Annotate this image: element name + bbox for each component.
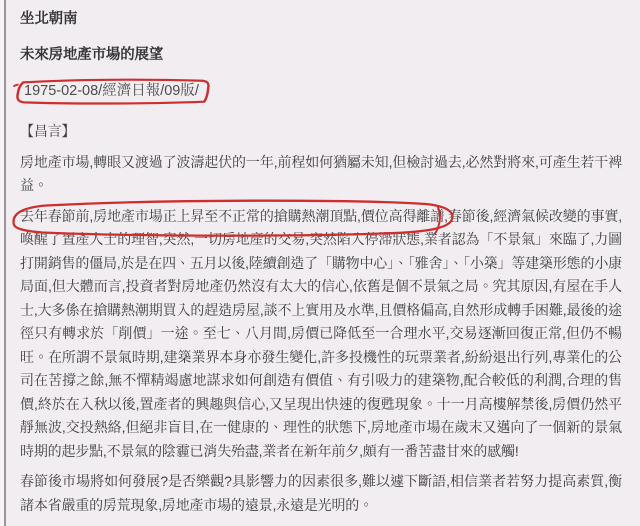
circled-text-content: 去年春節前,房地產市場正上昇至不正常的搶購熱潮頂點,價位高得離譜 [20,207,445,224]
dateline [12,76,213,107]
paragraph-intro [20,151,622,198]
paragraph-closing [20,470,622,517]
category-heading: 坐北朝南 [20,11,78,27]
paragraph-text: 春節後市場將如何發展?是否樂觀?具影響力的因素很多,難以遽下斷語,相信業者若努力提高素質,衡諸本省嚴重的房荒現象,房地產市場的遠景,永遠是光明的。 [20,473,622,513]
article-title: 未來房地產市場的展望 [20,47,164,63]
paragraph-main [20,205,622,464]
paragraph-text: ,春節後,經濟氣候改變的事實,喚醒了置產人士的理智,突然,一切房地產的交易,突然陷入停滯狀態,業者認為「不景氣」來臨了,力圖打開銷售的僵局,於是在四、五月以後,陸續創造了「購物中心」、「雅舍」、「小築」等建築形態的小康局面,但大體而言,投資者對房地產仍然沒有太大的信心,依舊是個不景氣之局。究其原因,有屋在手人士,大多係在搶購熱潮期買入的趕造房屋,談不上實用及水準,且價格偏高,自然形成轉手困難,最後的途徑只有轉求於「削價」一途。至七、八月間,房價已降低至一合理水平,交易逐漸回復正常,但仍不暢旺。在所謂不景氣時期,建築業界本身亦發生變化,許多投機性的玩票業者,紛紛退出行列,專業化的公司在苦撐之餘,無不憚精竭慮地謀求如何創造有價值、有引吸力的建築物,配合較低的利潤,合理的售價,終於在入秋以後,置產者的興趣與信心,又呈現出快速的復甦現象。十一月高樓解禁後,房價仍然平靜無波,交投熱絡,但絕非盲目,在一健康的、理性的狀態下,房地產市場在歲末又邁向了一個新的景氣時期的起步點,不景氣的陰霾已消失殆盡,業者在新年前夕,頗有一番苦盡甘來的感觸! [20,207,622,459]
paragraph-text: 房地產市場,轉眼又渡過了波濤起伏的一年,前程如何猶屬未知,但檢討過去,必然對將來,可產生若干裨益。 [20,153,622,193]
dateline-text: 1975-02-08/經濟日報/09版/ [24,83,199,99]
left-page-edge [4,0,6,526]
circled-text [20,208,444,224]
article-body [20,8,622,517]
byline: 【昌言】 [20,123,76,139]
